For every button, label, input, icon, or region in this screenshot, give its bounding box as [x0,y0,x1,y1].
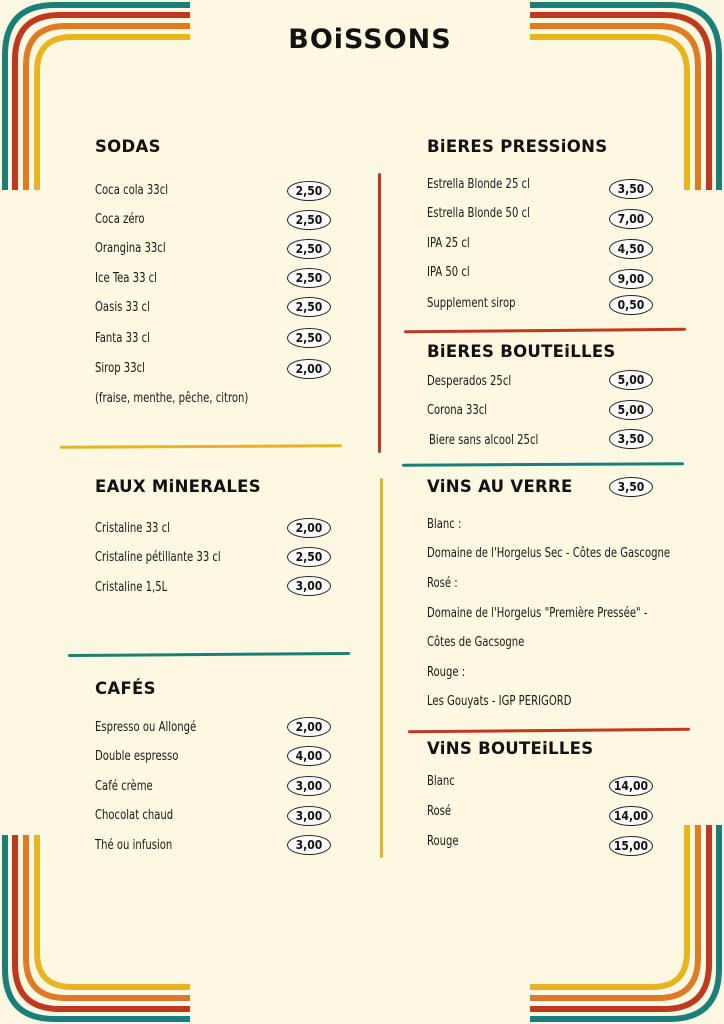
section-heading-sodas: SODAS [95,137,161,156]
menu-item-name: Chocolat chaud [95,808,174,823]
divider-bieres-bouteilles [402,462,684,466]
price-badge: 4,50 [609,239,653,259]
section-heading-bieres-pressions: BiERES PRESSiONS [427,137,608,156]
section-heading-eaux: EAUX MiNERALES [95,477,261,496]
wine-description: Côtes de Gacsogne [427,635,525,650]
menu-item-name: Coca zéro [95,212,145,227]
price-badge: 9,00 [609,269,653,289]
section-heading-vins-verre: ViNS AU VERRE [427,477,573,496]
section-heading-bieres-bouteilles: BiERES BOUTEiLLES [427,342,616,361]
price-badge: 5,00 [609,400,653,420]
wine-category-label: Blanc : [427,517,462,532]
menu-item-name: Thé ou infusion [95,838,173,853]
page-title: BOiSSONS [288,24,452,55]
divider-bieres-pressions [404,328,686,333]
menu-item-name: Desperados 25cl [427,374,512,389]
price-badge: 4,00 [287,746,331,766]
section-heading-vins-bouteilles: ViNS BOUTEiLLES [427,739,594,758]
price-badge: 3,50 [609,179,653,199]
menu-item-note: (fraise, menthe, pêche, citron) [95,391,249,406]
wine-category-label: Rosé : [427,576,458,591]
price-badge: 14,00 [609,806,653,826]
price-badge: 2,50 [287,297,331,317]
price-badge: 3,00 [287,806,331,826]
price-badge: 3,50 [609,477,653,497]
menu-item-name: IPA 50 cl [427,265,470,280]
price-badge: 5,00 [609,370,653,390]
menu-item-name: Double espresso [95,749,179,764]
menu-item-name: Orangina 33cl [95,241,166,256]
price-badge: 2,00 [287,518,331,538]
menu-item-name: Oasis 33 cl [95,300,150,315]
price-badge: 3,00 [287,776,331,796]
price-badge: 2,00 [287,359,331,379]
menu-item-name: Cristaline 33 cl [95,521,170,536]
price-badge: 2,50 [287,239,331,259]
divider-eaux [68,652,350,657]
price-badge: 2,50 [287,547,331,567]
menu-item-name: Biere sans alcool 25cl [429,433,539,448]
price-badge: 7,00 [609,209,653,229]
wine-description: Les Gouyats - IGP PERIGORD [427,694,572,709]
price-badge: 2,50 [287,328,331,348]
price-badge: 3,00 [287,835,331,855]
price-badge: 2,00 [287,717,331,737]
menu-item-name: Estrella Blonde 25 cl [427,177,530,192]
menu-item-name: Corona 33cl [427,403,488,418]
price-badge: 3,00 [287,576,331,596]
price-badge: 14,00 [609,776,653,796]
menu-item-name: Café crème [95,779,153,794]
menu-item-name: Espresso ou Allongé [95,720,197,735]
menu-item-name: Coca cola 33cl [95,183,169,198]
price-badge: 2,50 [287,181,331,201]
wine-description: Domaine de l'Horgelus Sec - Côtes de Gascogne [427,546,671,561]
menu-item-name: Fanta 33 cl [95,331,150,346]
section-heading-cafes: CAFÉS [95,679,156,698]
wine-description: Domaine de l'Horgelus "Première Pressée" - [427,606,648,621]
menu-item-name: Supplement sirop [427,296,516,311]
menu-item-name: Rosé [427,804,452,819]
price-badge: 0,50 [609,295,653,315]
vertical-divider-bottom [380,478,383,858]
price-badge: 2,50 [287,210,331,230]
wine-category-label: Rouge : [427,665,466,680]
menu-item-name: Estrella Blonde 50 cl [427,206,530,221]
menu-item-name: IPA 25 cl [427,236,470,251]
divider-sodas [60,444,342,448]
divider-vins-verre [408,728,690,733]
menu-item-name: Rouge [427,834,459,849]
menu-item-name: Sirop 33cl [95,361,145,376]
vertical-divider-top [378,173,381,453]
menu-item-name: Cristaline pétillante 33 cl [95,550,221,565]
menu-item-name: Blanc [427,774,455,789]
price-badge: 15,00 [609,836,653,856]
menu-item-name: Cristaline 1,5L [95,580,168,595]
price-badge: 3,50 [609,429,653,449]
menu-item-name: Ice Tea 33 cl [95,271,157,286]
price-badge: 2,50 [287,268,331,288]
